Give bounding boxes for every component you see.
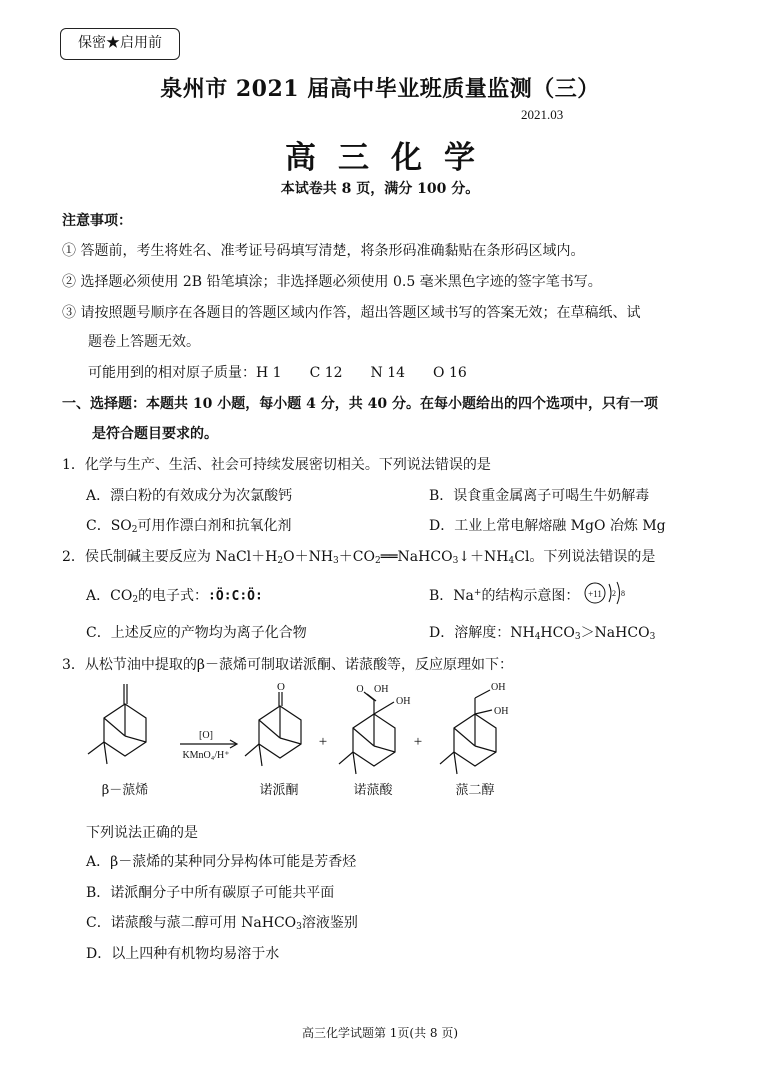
q2-option-b: B．Na+的结构示意图： [429, 588, 580, 604]
q2-option-a: A．$CO_2$的电子式：∶Ö∶C∶Ö∶ [86, 588, 263, 605]
q3-option-d: D．以上四种有机物均易溶于水 [86, 946, 280, 962]
plus-sign-1: + [318, 734, 328, 750]
q1-option-a: A．漂白粉的有效成分为次氯酸钙 [86, 488, 293, 504]
diol-oh-2-label: OH [494, 706, 509, 717]
q3-prompt: 下列说法正确的是 [86, 825, 198, 841]
q3-option-c: C．诺蒎酸与蒎二醇可用 NaHCO$_3$溶液鉴别 [86, 915, 358, 932]
molecule-label-nopinic-acid: 诺蒎酸 [353, 783, 393, 798]
section-heading-cont: 是符合题目要求的。 [92, 426, 218, 442]
acid-ring-oh-label: OH [396, 696, 411, 707]
page-footer: 高三化学试题第 1页(共 8 页) [301, 1026, 459, 1040]
q2-option-c: C．上述反应的产物均为离子化合物 [86, 625, 307, 641]
q3-option-b: B．诺派酮分子中所有碳原子可能共平面 [86, 885, 335, 901]
question-1-stem: 1．化学与生产、生活、社会可持续发展密切相关。下列说法错误的是 [62, 457, 491, 473]
q3-option-a: A．β－蒎烯的某种同分异构体可能是芳香烃 [86, 854, 357, 870]
beta-pinene-structure [88, 684, 146, 764]
reagent-oxidant: [O] [199, 730, 213, 741]
plus-sign-2: + [413, 734, 423, 750]
acid-o-label: O [356, 684, 364, 695]
acid-oh-label: OH [374, 684, 389, 695]
q1-option-b: B．误食重金属离子可喝生牛奶解毒 [429, 488, 650, 504]
exam-date: 2021.03 [521, 107, 564, 122]
section-heading: 一、选择题：本题共 10 小题，每小题 4 分，共 40 分。在每小题给出的四个选项中，只有一项 [62, 396, 658, 412]
q1-option-c: C．$SO_2$可用作漂白剂和抗氧化剂 [86, 518, 292, 535]
na-shell-1: 2 [612, 589, 616, 598]
page-info: 本试卷共 8 页，满分 100 分。 [280, 181, 480, 197]
subject-title: 高三化学 [285, 140, 497, 176]
na-nucleus-label: +11 [588, 589, 602, 599]
notice-item-1: ① 答题前，考生将姓名、准考证号码填写清楚，将条形码准确黏贴在条形码区域内。 [62, 243, 585, 259]
question-3-stem: 3．从松节油中提取的β－蒎烯可制取诺派酮、诺蒎酸等，反应原理如下： [62, 657, 513, 673]
nopinone-structure [245, 692, 301, 766]
exam-title: 泉州市 2021 届高中毕业班质量监测（三） [160, 76, 600, 102]
nopinic-acid-structure [339, 692, 395, 774]
diol-oh-1-label: OH [491, 682, 506, 693]
confidential-badge: 保密★启用前 [60, 28, 180, 60]
reagent-kmno4: KMnO₄/H⁺ [182, 750, 230, 761]
notice-item-3-cont: 题卷上答题无效。 [88, 334, 200, 350]
pinanediol-structure [440, 690, 496, 774]
q2-option-d: D．溶解度：$NH_4HCO_3>NaHCO_3$ [429, 625, 656, 642]
molecule-label-pinanediol: 蒎二醇 [455, 783, 495, 798]
notice-item-3: ③ 请按照题号顺序在各题目的答题区域内作答，超出答题区域书写的答案无效；在草稿纸、试 [62, 305, 641, 321]
molecule-label-nopinone: 诺派酮 [259, 783, 299, 798]
atomic-mass-line: 可能用到的相对原子质量：H 1 C 12 N 14 O 16 [88, 365, 467, 381]
notice-title: 注意事项： [62, 213, 132, 229]
na-ion-structure-diagram [582, 578, 632, 608]
question-2-stem: 2．侯氏制碱主要反应为 $NaCl+H_2O+NH_3+CO_2══NaHCO_3↓+NH_4Cl$。下列说法错误的是 [62, 549, 656, 566]
ketone-o-label: O [277, 681, 285, 693]
co2-electron-formula: ∶Ö∶C∶Ö∶ [208, 589, 263, 604]
na-shell-2: 8 [621, 589, 625, 598]
molecule-label-beta-pinene: β－蒎烯 [101, 783, 149, 798]
q1-option-d: D．工业上常电解熔融 MgO 冶炼 Mg [429, 518, 666, 534]
notice-item-2: ② 选择题必须使用 2B 铅笔填涂；非选择题必须使用 0.5 毫米黑色字迹的签字笔书写。 [62, 274, 602, 290]
